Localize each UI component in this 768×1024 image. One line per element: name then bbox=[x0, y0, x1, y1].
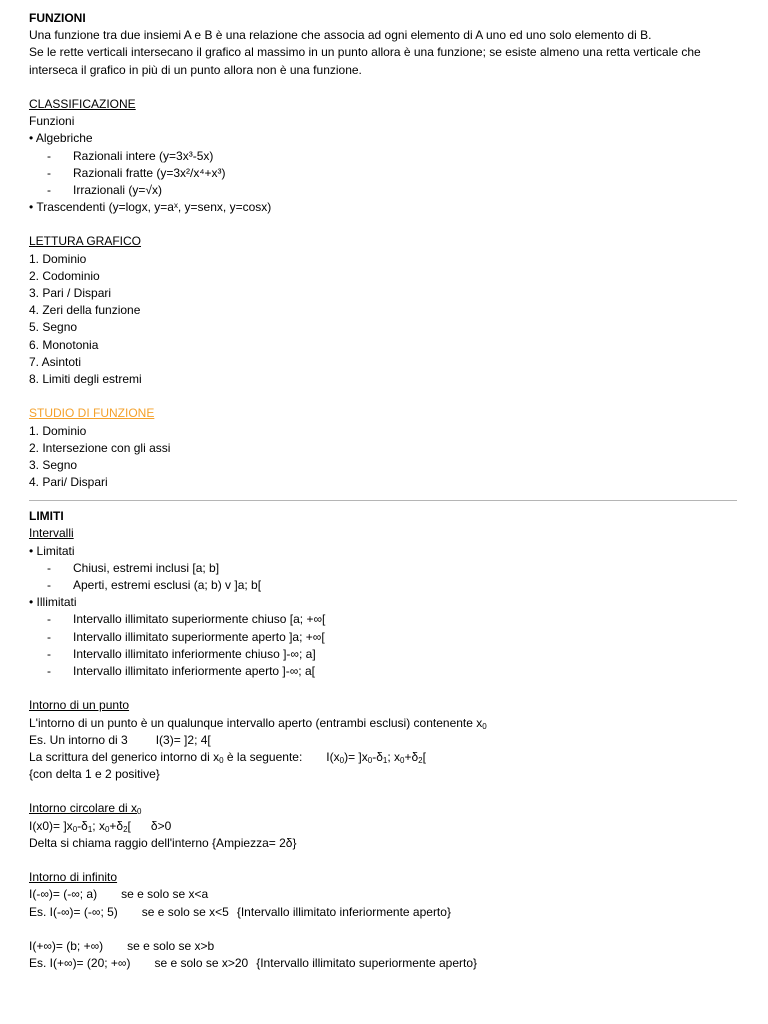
bullet-limitati: • Limitati bbox=[29, 543, 75, 558]
paragraph-definizione: Una funzione tra due insiemi A e B è una relazione che associa ad ogni elemento di A uno ed uno solo elemento di B. bbox=[29, 28, 652, 43]
list-item: 7. Asintoti bbox=[29, 354, 82, 369]
list-item: - Aperti, estremi esclusi (a; b) v ]a; b[ bbox=[47, 578, 262, 593]
bullet-illimitati: • Illimitati bbox=[29, 595, 77, 610]
intorno-infinito-piu: I(+∞)= (b; +∞) se e solo se x>b bbox=[29, 938, 215, 953]
list-item: - Intervallo illimitato inferiormente aperto ]-∞; a[ bbox=[47, 663, 315, 678]
document-page bbox=[29, 10, 739, 972]
intorno-infinito-piu-esempio: Es. I(+∞)= (20; +∞) se e solo se x>20 {Intervallo illimitato superiormente aperto} bbox=[29, 956, 477, 971]
list-item: 1. Dominio bbox=[29, 251, 87, 266]
subsection-title-intorno-infinito: Intorno di infinito bbox=[29, 870, 118, 885]
list-item: - Chiusi, estremi inclusi [a; b] bbox=[47, 560, 220, 575]
list-item: - Intervallo illimitato inferiormente chiuso ]-∞; a] bbox=[47, 646, 316, 661]
subsection-title-intorno-punto: Intorno di un punto bbox=[29, 698, 130, 713]
intorno-circolare-formula: $I(x0)= ]x_0-\delta_1$; $x_0+\delta_2$[ δ>0 bbox=[29, 818, 172, 834]
bullet-trascendenti: • Trascendenti (y=logx, y=aˣ, y=senx, y=cosx) bbox=[29, 200, 272, 215]
list-item: 1. Dominio bbox=[29, 423, 87, 438]
section-title-lettura-grafico: LETTURA GRAFICO bbox=[29, 234, 142, 249]
list-item: 5. Segno bbox=[29, 320, 78, 335]
intorno-nota-delta: {con delta 1 e 2 positive} bbox=[29, 767, 160, 782]
list-item: - Intervallo illimitato superiormente chiuso [a; +∞[ bbox=[47, 612, 326, 627]
section-title-classificazione: CLASSIFICAZIONE bbox=[29, 96, 136, 111]
list-item: 3. Segno bbox=[29, 457, 78, 472]
list-item: 2. Intersezione con gli assi bbox=[29, 440, 171, 455]
horizontal-divider bbox=[29, 500, 737, 501]
list-item: 8. Limiti degli estremi bbox=[29, 371, 142, 386]
list-item: 4. Pari/ Dispari bbox=[29, 475, 108, 490]
list-item: - Irrazionali (y=√x) bbox=[47, 182, 162, 197]
list-item: 3. Pari / Dispari bbox=[29, 286, 112, 301]
paragraph-rette-verticali: Se le rette verticali intersecano il grafico al massimo in un punto allora è una funzione; se esiste almeno una retta verticale che interseca il grafico in più di un punto allora non è una funzione. bbox=[29, 45, 701, 77]
intorno-infinito-meno-esempio: Es. I(-∞)= (-∞; 5) se e solo se x<5 {Intervallo illimitato inferiormente aperto} bbox=[29, 904, 451, 919]
section-title-funzioni: FUNZIONI bbox=[29, 11, 86, 25]
intorno-circolare-raggio: Delta si chiama raggio dell'interno {Ampiezza= 2δ} bbox=[29, 835, 297, 850]
list-item: - Razionali fratte (y=3x²/x⁴+x³) bbox=[47, 165, 226, 180]
subsection-title-intorno-circolare: Intorno circolare di $x_0$ bbox=[29, 801, 142, 817]
list-item: 6. Monotonia bbox=[29, 337, 99, 352]
section-title-limiti: LIMITI bbox=[29, 509, 64, 524]
bullet-algebriche: • Algebriche bbox=[29, 131, 93, 146]
intorno-definizione: L'intorno di un punto è un qualunque intervallo aperto (entrambi esclusi) contenente $x_0$ bbox=[29, 715, 487, 731]
list-item: - Razionali intere (y=3x³-5x) bbox=[47, 148, 214, 163]
list-item: - Intervallo illimitato superiormente aperto ]a; +∞[ bbox=[47, 629, 325, 644]
intorno-infinito-meno: I(-∞)= (-∞; a) se e solo se x<a bbox=[29, 887, 209, 902]
list-item: 4. Zeri della funzione bbox=[29, 303, 141, 318]
subsection-title-intervalli: Intervalli bbox=[29, 526, 74, 541]
list-item: 2. Codominio bbox=[29, 268, 100, 283]
intorno-scrittura: La scrittura del generico intorno di $x_0$ è la seguente: $I(x_0)= ]x_0-\delta_1$; $x_0+\delta_2$[ bbox=[29, 749, 426, 765]
classificazione-subtitle: Funzioni bbox=[29, 114, 75, 129]
intorno-esempio: Es. Un intorno di 3 I(3)= ]2; 4[ bbox=[29, 732, 211, 747]
section-title-studio-di-funzione: STUDIO DI FUNZIONE bbox=[29, 406, 155, 421]
